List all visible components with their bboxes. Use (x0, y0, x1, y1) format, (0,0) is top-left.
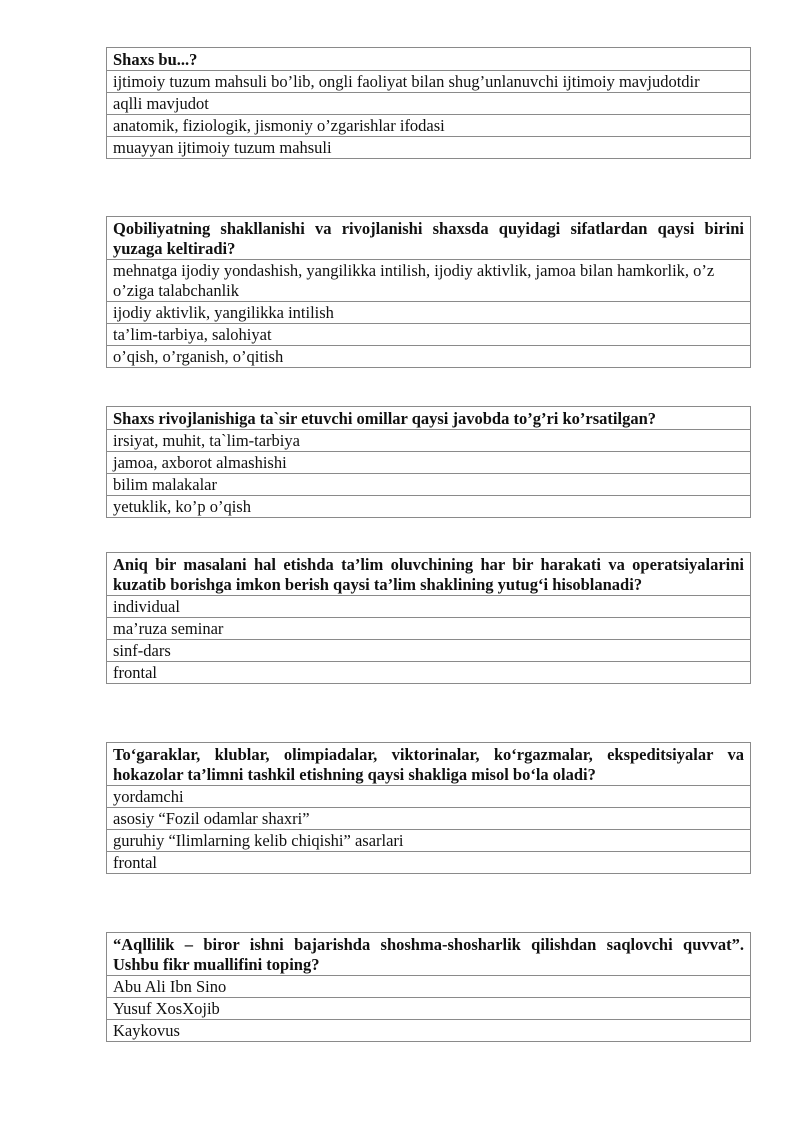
answer-option: frontal (107, 662, 751, 684)
question-text: “Aqllilik – biror ishni bajarishda shoshma-shosharlik qilishdan saqlovchi quvvat”. Ushbu fikr muallifini toping? (107, 933, 751, 976)
question-text: To‘garaklar, klublar, olimpiadalar, viktorinalar, ko‘rgazmalar, ekspeditsiyalar va hokazolar ta’limni tashkil etishning qaysi shakliga misol bo‘la oladi? (107, 743, 751, 786)
answer-option: yetuklik, ko’p o’qish (107, 496, 751, 518)
answer-option: Abu Ali Ibn Sino (107, 976, 751, 998)
answer-option: asosiy “Fozil odamlar shaxri” (107, 808, 751, 830)
answer-option: frontal (107, 852, 751, 874)
question-table-5 (106, 742, 751, 874)
question-table-2 (106, 216, 751, 368)
question-table-6 (106, 932, 751, 1042)
question-text: Aniq bir masalani hal etishda ta’lim oluvchining har bir harakati va operatsiyalarini kuzatib borishga imkon berish qaysi ta’lim shaklining yutug‘i hisoblanadi? (107, 553, 751, 596)
answer-option: yordamchi (107, 786, 751, 808)
question-text: Shaxs bu...? (107, 48, 751, 71)
answer-option: Kaykovus (107, 1020, 751, 1042)
answer-option: muayyan ijtimoiy tuzum mahsuli (107, 137, 751, 159)
question-table-1 (106, 47, 751, 159)
answer-option: ijodiy aktivlik, yangilikka intilish (107, 302, 751, 324)
answer-option: o’qish, o’rganish, o’qitish (107, 346, 751, 368)
question-text: Shaxs rivojlanishiga ta`sir etuvchi omillar qaysi javobda to’g’ri ko’rsatilgan? (107, 407, 751, 430)
question-text: Qobiliyatning shakllanishi va rivojlanishi shaxsda quyidagi sifatlardan qaysi birini yuzaga keltiradi? (107, 217, 751, 260)
answer-option: anatomik, fiziologik, jismoniy o’zgarishlar ifodasi (107, 115, 751, 137)
answer-option: ta’lim-tarbiya, salohiyat (107, 324, 751, 346)
answer-option: Yusuf XosXojib (107, 998, 751, 1020)
question-table-4 (106, 552, 751, 684)
answer-option: irsiyat, muhit, ta`lim-tarbiya (107, 430, 751, 452)
answer-option: individual (107, 596, 751, 618)
answer-option: ijtimoiy tuzum mahsuli bo’lib, ongli faoliyat bilan shug’unlanuvchi ijtimoiy mavjudotdir (107, 71, 751, 93)
answer-option: jamoa, axborot almashishi (107, 452, 751, 474)
answer-option: aqlli mavjudot (107, 93, 751, 115)
question-table-3 (106, 406, 751, 518)
answer-option: bilim malakalar (107, 474, 751, 496)
answer-option: guruhiy “Ilimlarning kelib chiqishi” asarlari (107, 830, 751, 852)
answer-option: sinf-dars (107, 640, 751, 662)
answer-option: ma’ruza seminar (107, 618, 751, 640)
answer-option: mehnatga ijodiy yondashish, yangilikka intilish, ijodiy aktivlik, jamoa bilan hamkorlik, o’z o’ziga talabchanlik (107, 260, 751, 302)
